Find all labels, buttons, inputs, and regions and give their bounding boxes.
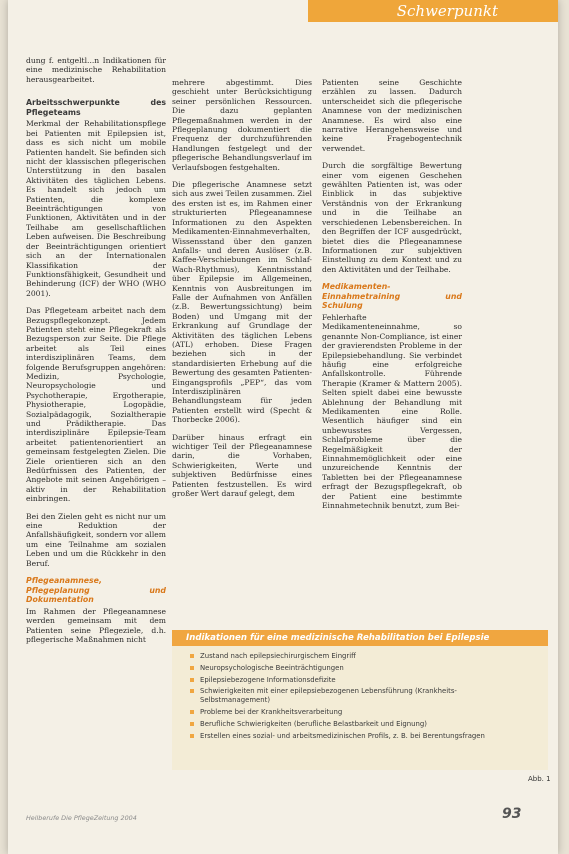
paragraph: Merkmal der Rehabilitationspflege bei Patienten mit Epilepsien ist, dass es sich nicht um mobile Patienten handelt. Sie befinden sich nicht der klassischen pflegerischen Unterstützung in den basalen Aktivitäten des täglichen Lebens. Es handelt sich jedoch um Patienten, die komplexe Beeinträchtigungen von Funktionen, Aktivitäten und in der Teilhabe am gesellschaftlichen Leben aufweisen. Die Beschreibung der Beeinträchtigungen orientiert sich an der Internationalen Klassifikation der Funktionsfähigkeit, Gesundheit und Behinderung (ICF) der WHO (WHO 2001).: [26, 119, 166, 298]
bullet-icon: [190, 734, 194, 738]
list-item: Schwierigkeiten mit einer epilepsiebezogenen Lebensführung (Krankheits-Selbstmanagement): [190, 687, 520, 705]
heading-medikamenten: Medikamenten-Einnahmetraining und Schulung: [322, 282, 462, 311]
paragraph: Bei den Zielen geht es nicht nur um eine Reduktion der Anfallshäufigkeit, sondern vor allem um eine Teilnahme am sozialen Leben und um die Rückkehr in den Beruf.: [26, 511, 166, 568]
list-item: Epilepsiebezogene Informationsdefizite: [190, 676, 520, 685]
list-item: Erstellen eines sozial- und arbeitsmedizinischen Profils, z. B. bei Berentungsfragen: [190, 732, 520, 741]
paragraph: Patienten seine Geschichte erzählen zu lassen. Dadurch unterscheidet sich die pflegerische Anamnese von der medizinischen Anamnese. Es wird also eine narrative Herangehensweise und keine Fragebogentechnik verwendet.: [322, 78, 462, 153]
list-item: Neuropsychologische Beeinträchtigungen: [190, 664, 520, 673]
heading-arbeitsschwerpunkte: Arbeitsschwerpunkte des Pflegeteams: [26, 98, 166, 117]
paragraph: Fehlerhafte Medikamenteneinnahme, so genannte Non-Compliance, ist einer der gravierendsten Probleme in der Epilepsiebehandlung. Sie verbindet häufig eine erfolgreiche Anfallskontrolle. Führende Therapie (Kramer & Mattern 2005). Selten spielt dabei eine bewusste Ablehnung der Behandlung mit Medikamenten eine Rolle. Wesentlich häufiger sind ein unbewusstes Vergessen, Schlafprobleme über die Regelmäßigkeit der Einnahmemöglichkeit oder eine unzureichende Kenntnis der Tabletten bei der Pflegeanamnese erfragt der Bezugspflegekraft, ob der Patient eine bestimmte Einnahmetechnik benutzt, zum Bei-: [322, 312, 462, 511]
bullet-icon: [190, 666, 194, 670]
indications-box-title: Indikationen für eine medizinische Rehabilitation bei Epilepsie: [172, 630, 548, 646]
figure-reference: Abb. 1: [528, 775, 551, 783]
list-item: Berufliche Schwierigkeiten (berufliche Belastbarkeit und Eignung): [190, 720, 520, 729]
list-item: Zustand nach epilepsiechirurgischem Eingriff: [190, 652, 520, 661]
paragraph: Die pflegerische Anamnese setzt sich aus zwei Teilen zusammen. Ziel des ersten ist es, im Rahmen einer strukturierten Pflegeanamnese Informationen zu den Aspekten Medikamenten-Einnahmeverhalten, Wissensstand über den ganzen Anfalls- und deren Auslöser (z.B. Kaffee-Verschiebungen im Schlaf-Wach-Rhythmus), Kenntnisstand über Epilepsie im Allgemeinen, Kenntnis von Ausbreitungen im Falle der Aufnahmen von Anfällen (z.B. Bewertungssichtung) beim Boden) und Umgang mit der Erkrankung auf Grundlage der Aktivitäten des täglichen Lebens (ATL) erhoben. Diese Fragen beziehen sich in der standardisierten Erhebung auf die Bewertung des gesamten Patienten-Eingangsprofils „PEP“, das vom Interdisziplinären Behandlungsteam für jeden Patienten erstellt wird (Specht & Thorbecke 2006).: [172, 180, 312, 425]
paragraph: Das Pflegeteam arbeitet nach dem Bezugspflegekonzept. Jedem Patienten steht eine Pflegekraft als Bezugsperson zur Seite. Die Pflege arbeitet als Teil eines interdisziplinären Teams, dem folgende Berufsgruppen angehören: Medizin, Psychologie, Neuropsychologie und Psychotherapie, Ergotherapie, Physiotherapie, Logopädie, Sozialpädagogik, Sozialtherapie und Prädiktherapie. Das interdisziplinäre Epilepsie-Team arbeitet patientenorientiert an gemeinsam festgelegten Zielen. Die Ziele orientieren sich an den Bedürfnissen des Patienten, der Angebote mit seinen Angehörigen – aktiv in der Rehabilitation einbringen.: [26, 306, 166, 504]
bullet-icon: [190, 689, 194, 693]
bullet-icon: [190, 722, 194, 726]
document-page: [8, 0, 558, 854]
indications-list: [190, 652, 520, 743]
bullet-icon: [190, 678, 194, 682]
section-header: Schwerpunkt: [308, 0, 558, 22]
paragraph: Im Rahmen der Pflegeanamnese werden gemeinsam mit dem Patienten seine Pflegeziele, d.h. pflegerische Maßnahmen nicht: [26, 606, 166, 645]
bullet-icon: [190, 710, 194, 714]
footer-journal: Heilberufe Die PflegeZeitung 2004: [26, 814, 137, 822]
indications-box: [172, 630, 548, 770]
paragraph: mehrere abgestimmt. Dies geschieht unter Berücksichtigung seiner persönlichen Ressourcen. Die dazu geplanten Pflegemaßnahmen werden in der Pflegeplanung dokumentiert die Frequenz der durchzuführenden Handlungen festgelegt und der pflegerische Behandlungsverlauf im Verlaufsbogen festgehalten.: [172, 78, 312, 172]
intro-paragraph: dung f. entgeltl...n Indikationen für eine medizinische Rehabilitation herausgearbeitet.: [26, 56, 166, 84]
text-column-2: [172, 78, 312, 506]
heading-pflegeanamnese: Pflegeanamnese, Pflegeplanung und Dokumentation: [26, 576, 166, 605]
text-column-1: [26, 56, 166, 653]
paragraph: Durch die sorgfältige Bewertung einer vom eigenen Geschehen gewählten Patienten ist, was oder Einblick in das subjektive Verständnis von der Erkrankung und in die Teilhabe an verschiedenen Lebensbereichen. In den Begriffen der ICF ausgedrückt, bietet dies die Pflegeanamnese Informationen zur subjektiven Einstellung zu dem Kontext und zu den Aktivitäten und der Teilhabe.: [322, 161, 462, 274]
page-number: 93: [502, 806, 522, 822]
paragraph: Darüber hinaus erfragt ein wichtiger Teil der Pflegeanamnese darin, die Vorhaben, Schwierigkeiten, Werte und subjektiven Bedürfnisse eines Patienten festzustellen. Es wird großer Wert darauf gelegt, dem: [172, 432, 312, 499]
list-item: Probleme bei der Krankheitsverarbeitung: [190, 708, 520, 717]
text-column-3: [322, 78, 462, 518]
bullet-icon: [190, 654, 194, 658]
